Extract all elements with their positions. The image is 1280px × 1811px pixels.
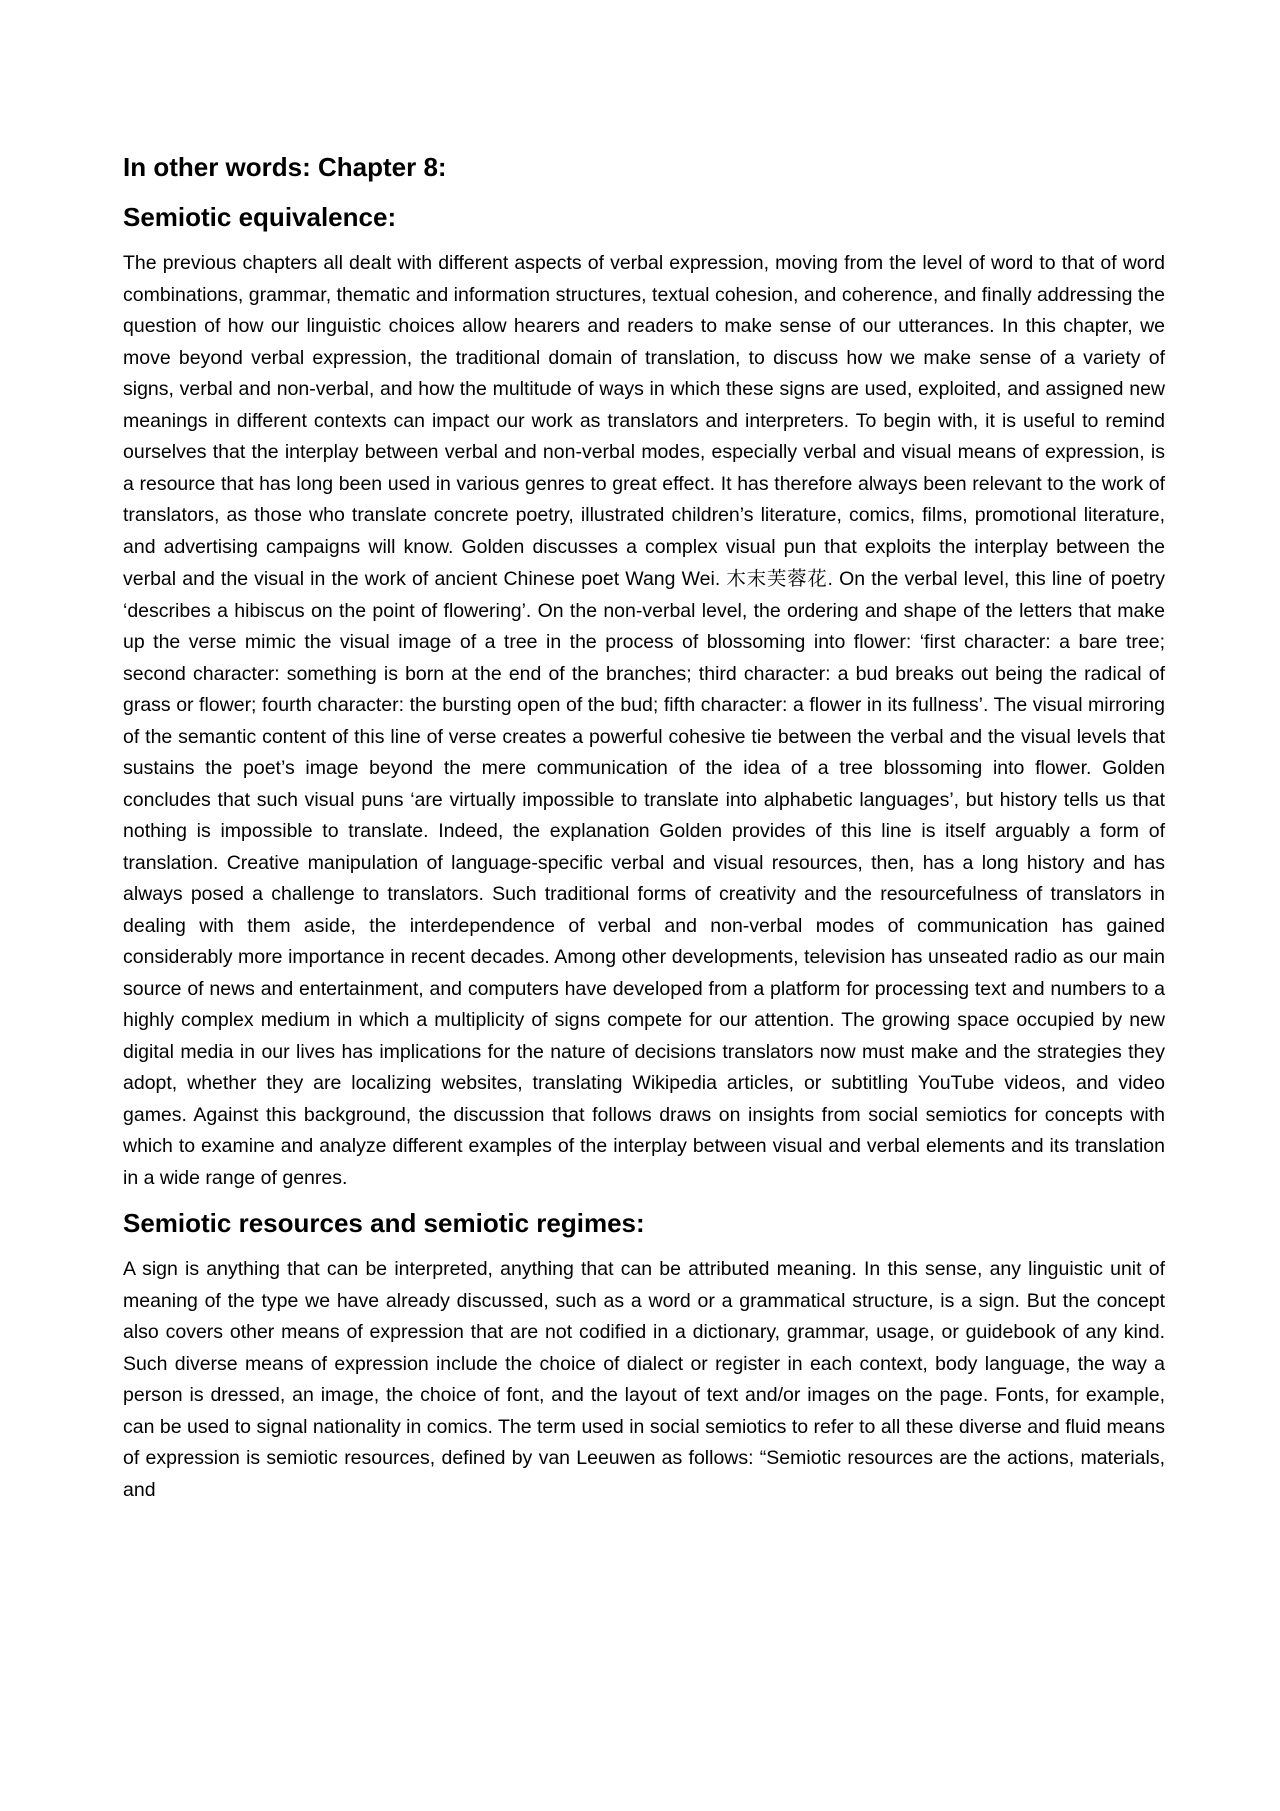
chapter-title: In other words: Chapter 8: bbox=[123, 152, 447, 182]
paragraph-text: The previous chapters all dealt with different aspects of verbal expression, moving from the level of word to that of word combinations, grammar, thematic and information structures, textual cohesion, and coherence, and finally addressing the question of how our linguistic choices allow hearers and readers to make sense of our utterances. In this chapter, we move beyond verbal expression, the traditional domain of translation, to discuss how we make sense of a variety of signs, verbal and non-verbal, and how the multitude of ways in which these signs are used, exploited, and assigned new meanings in different contexts can impact our work as translators and interpreters. To begin with, it is useful to remind ourselves that the interplay between verbal and non-verbal modes, especially verbal and visual means of expression, is a resource that has long been used in various genres to great effect. It has therefore always been relevant to the work of translators, as those who translate concrete poetry, illustrated children’s literature, comics, films, promotional literature, and advertising campaigns will know. Golden discusses a complex visual pun that exploits the interplay between the verbal and the visual in the work of ancient Chinese poet Wang Wei. bbox=[123, 252, 1165, 590]
body-paragraph bbox=[123, 248, 1165, 1194]
section-heading-semiotic-resources: Semiotic resources and semiotic regimes: bbox=[123, 1208, 645, 1238]
paragraph-text: . On the verbal level, this line of poetry ‘describes a hibiscus on the point of flowering’. On the non-verbal level, the ordering and shape of the letters that make up the verse mimic the visual image of a tree in the process of blossoming into flower: ‘first character: a bare tree; second character: something is born at the end of the branches; third character: a bud breaks out being the radical of grass or flower; fourth character: the bursting open of the bud; fifth character: a flower in its fullness’. The visual mirroring of the semantic content of this line of verse creates a powerful cohesive tie between the verbal and the visual levels that sustains the poet’s image beyond the mere communication of the idea of a tree blossoming into flower. Golden concludes that such visual puns ‘are virtually impossible to translate into alphabetic languages’, but history tells us that nothing is impossible to translate. Indeed, the explanation Golden provides of this line is itself arguably a form of translation. Creative manipulation of language-specific verbal and visual resources, then, has a long history and has always posed a challenge to translators. Such traditional forms of creativity and the resourcefulness of translators in dealing with them aside, the interdependence of verbal and non-verbal modes of communication has gained considerably more importance in recent decades. Among other developments, television has unseated radio as our main source of news and entertainment, and computers have developed from a platform for processing text and numbers to a highly complex medium in which a multiplicity of signs compete for our attention. The growing space occupied by new digital media in our lives has implications for the nature of decisions translators now must make and the strategies they adopt, whether they are localizing websites, translating Wikipedia articles, or subtitling YouTube videos, and video games. Against this background, the discussion that follows draws on insights from social semiotics for concepts with which to examine and analyze different examples of the interplay between visual and verbal elements and its translation in a wide range of genres. bbox=[123, 568, 1165, 1189]
chinese-verse: 木末芙蓉花 bbox=[726, 567, 828, 590]
document-page bbox=[123, 150, 1165, 1516]
body-paragraph: A sign is anything that can be interpreted, anything that can be attributed meaning. In this sense, any linguistic unit of meaning of the type we have already discussed, such as a word or a grammatical structure, is a sign. But the concept also covers other means of expression that are not codified in a dictionary, grammar, usage, or guidebook of any kind. Such diverse means of expression include the choice of dialect or register in each context, body language, the way a person is dressed, an image, the choice of font, and the layout of text and/or images on the page. Fonts, for example, can be used to signal nationality in comics. The term used in social semiotics to refer to all these diverse and fluid means of expression is semiotic resources, defined by van Leeuwen as follows: “Semiotic resources are the actions, materials, and bbox=[123, 1258, 1165, 1501]
section-heading-semiotic-equivalence: Semiotic equivalence: bbox=[123, 202, 397, 232]
